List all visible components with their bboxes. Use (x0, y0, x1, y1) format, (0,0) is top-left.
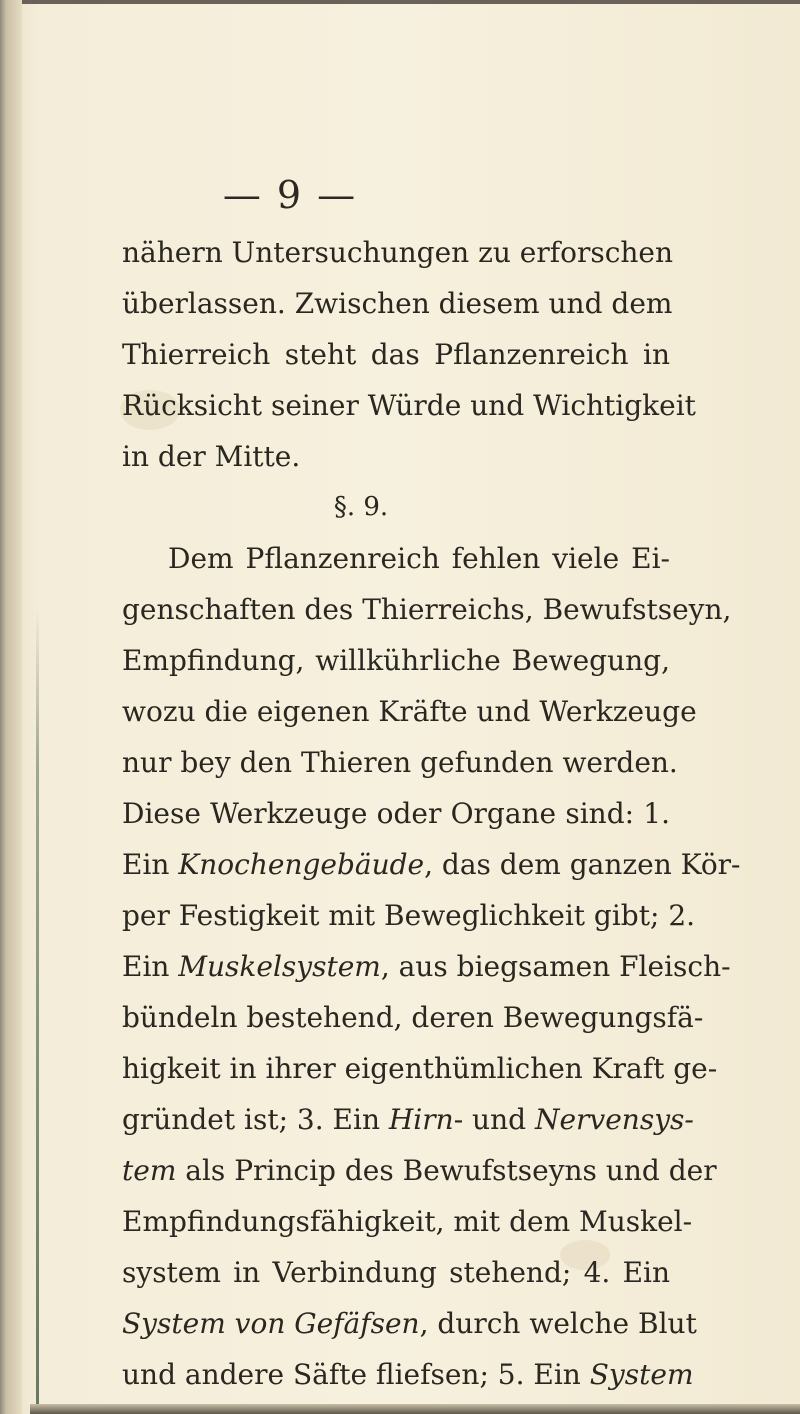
text-fragment: gründet ist; 3. Ein (122, 1103, 380, 1136)
text-fragment: - und (453, 1103, 527, 1136)
text-fragment: , aus biegsamen Fleisch- (380, 950, 731, 983)
text-line: nur bey den Thieren gefunden werden. (122, 746, 678, 779)
italic-term: Muskelsystem (178, 950, 381, 983)
text-line: genschaften des Thierreichs, Bewufstseyn, (122, 593, 732, 626)
text-line: Empfindung, willkührliche Bewegung, (122, 644, 670, 677)
text-fragment: , das dem ganzen Kör- (424, 848, 741, 881)
text-line: higkeit in ihrer eigenthümlichen Kraft ge- (122, 1052, 718, 1085)
text-line (122, 941, 731, 992)
italic-term: System (589, 1358, 694, 1391)
text-line (122, 1094, 694, 1145)
italic-term: tem (122, 1154, 177, 1187)
text-line (122, 1145, 717, 1196)
text-line: Dem Pflanzenreich fehlen viele Ei- (168, 542, 670, 575)
text-line: Rücksicht seiner Würde und Wichtigkeit (122, 389, 696, 422)
page-top-edge (0, 0, 800, 4)
italic-term: Knochengebäude (178, 848, 425, 881)
italic-term: Nervensys- (534, 1103, 694, 1136)
text-line: per Festigkeit mit Beweglichkeit gibt; 2. (122, 899, 696, 932)
text-fragment: Ein (122, 950, 170, 983)
page-edge-shadow (36, 610, 39, 1410)
text-line: Empfindungsfähigkeit, mit dem Muskel- (122, 1205, 693, 1238)
text-fragment: , durch welche Blut (419, 1307, 697, 1340)
body-text (122, 227, 741, 1400)
text-line (122, 1298, 697, 1349)
section-heading: §. 9. (333, 492, 389, 522)
text-line: Thierreich steht das Pflanzenreich in (122, 338, 670, 371)
italic-term: Hirn (388, 1103, 454, 1136)
page-bottom-edge (30, 1404, 800, 1414)
text-line: wozu die eigenen Kräfte und Werkzeuge (122, 695, 697, 728)
page-number: — 9 — (222, 173, 358, 217)
text-line: Diese Werkzeuge oder Organe sind: 1. (122, 797, 670, 830)
text-fragment: Ein (122, 848, 170, 881)
text-line: bündeln bestehend, deren Bewegungsfä- (122, 1001, 704, 1034)
text-line: nähern Untersuchungen zu erforschen (122, 236, 674, 269)
text-line (122, 1349, 694, 1400)
text-line: in der Mitte. (122, 440, 301, 473)
text-line: system in Verbindung stehend; 4. Ein (122, 1256, 670, 1289)
text-line: überlassen. Zwischen diesem und dem (122, 287, 673, 320)
italic-term: System von Gefäfsen (122, 1307, 420, 1340)
text-fragment: als Princip des Bewufstseyns und der (185, 1154, 717, 1187)
text-fragment: und andere Säfte fliefsen; 5. Ein (122, 1358, 581, 1391)
text-line (122, 839, 741, 890)
